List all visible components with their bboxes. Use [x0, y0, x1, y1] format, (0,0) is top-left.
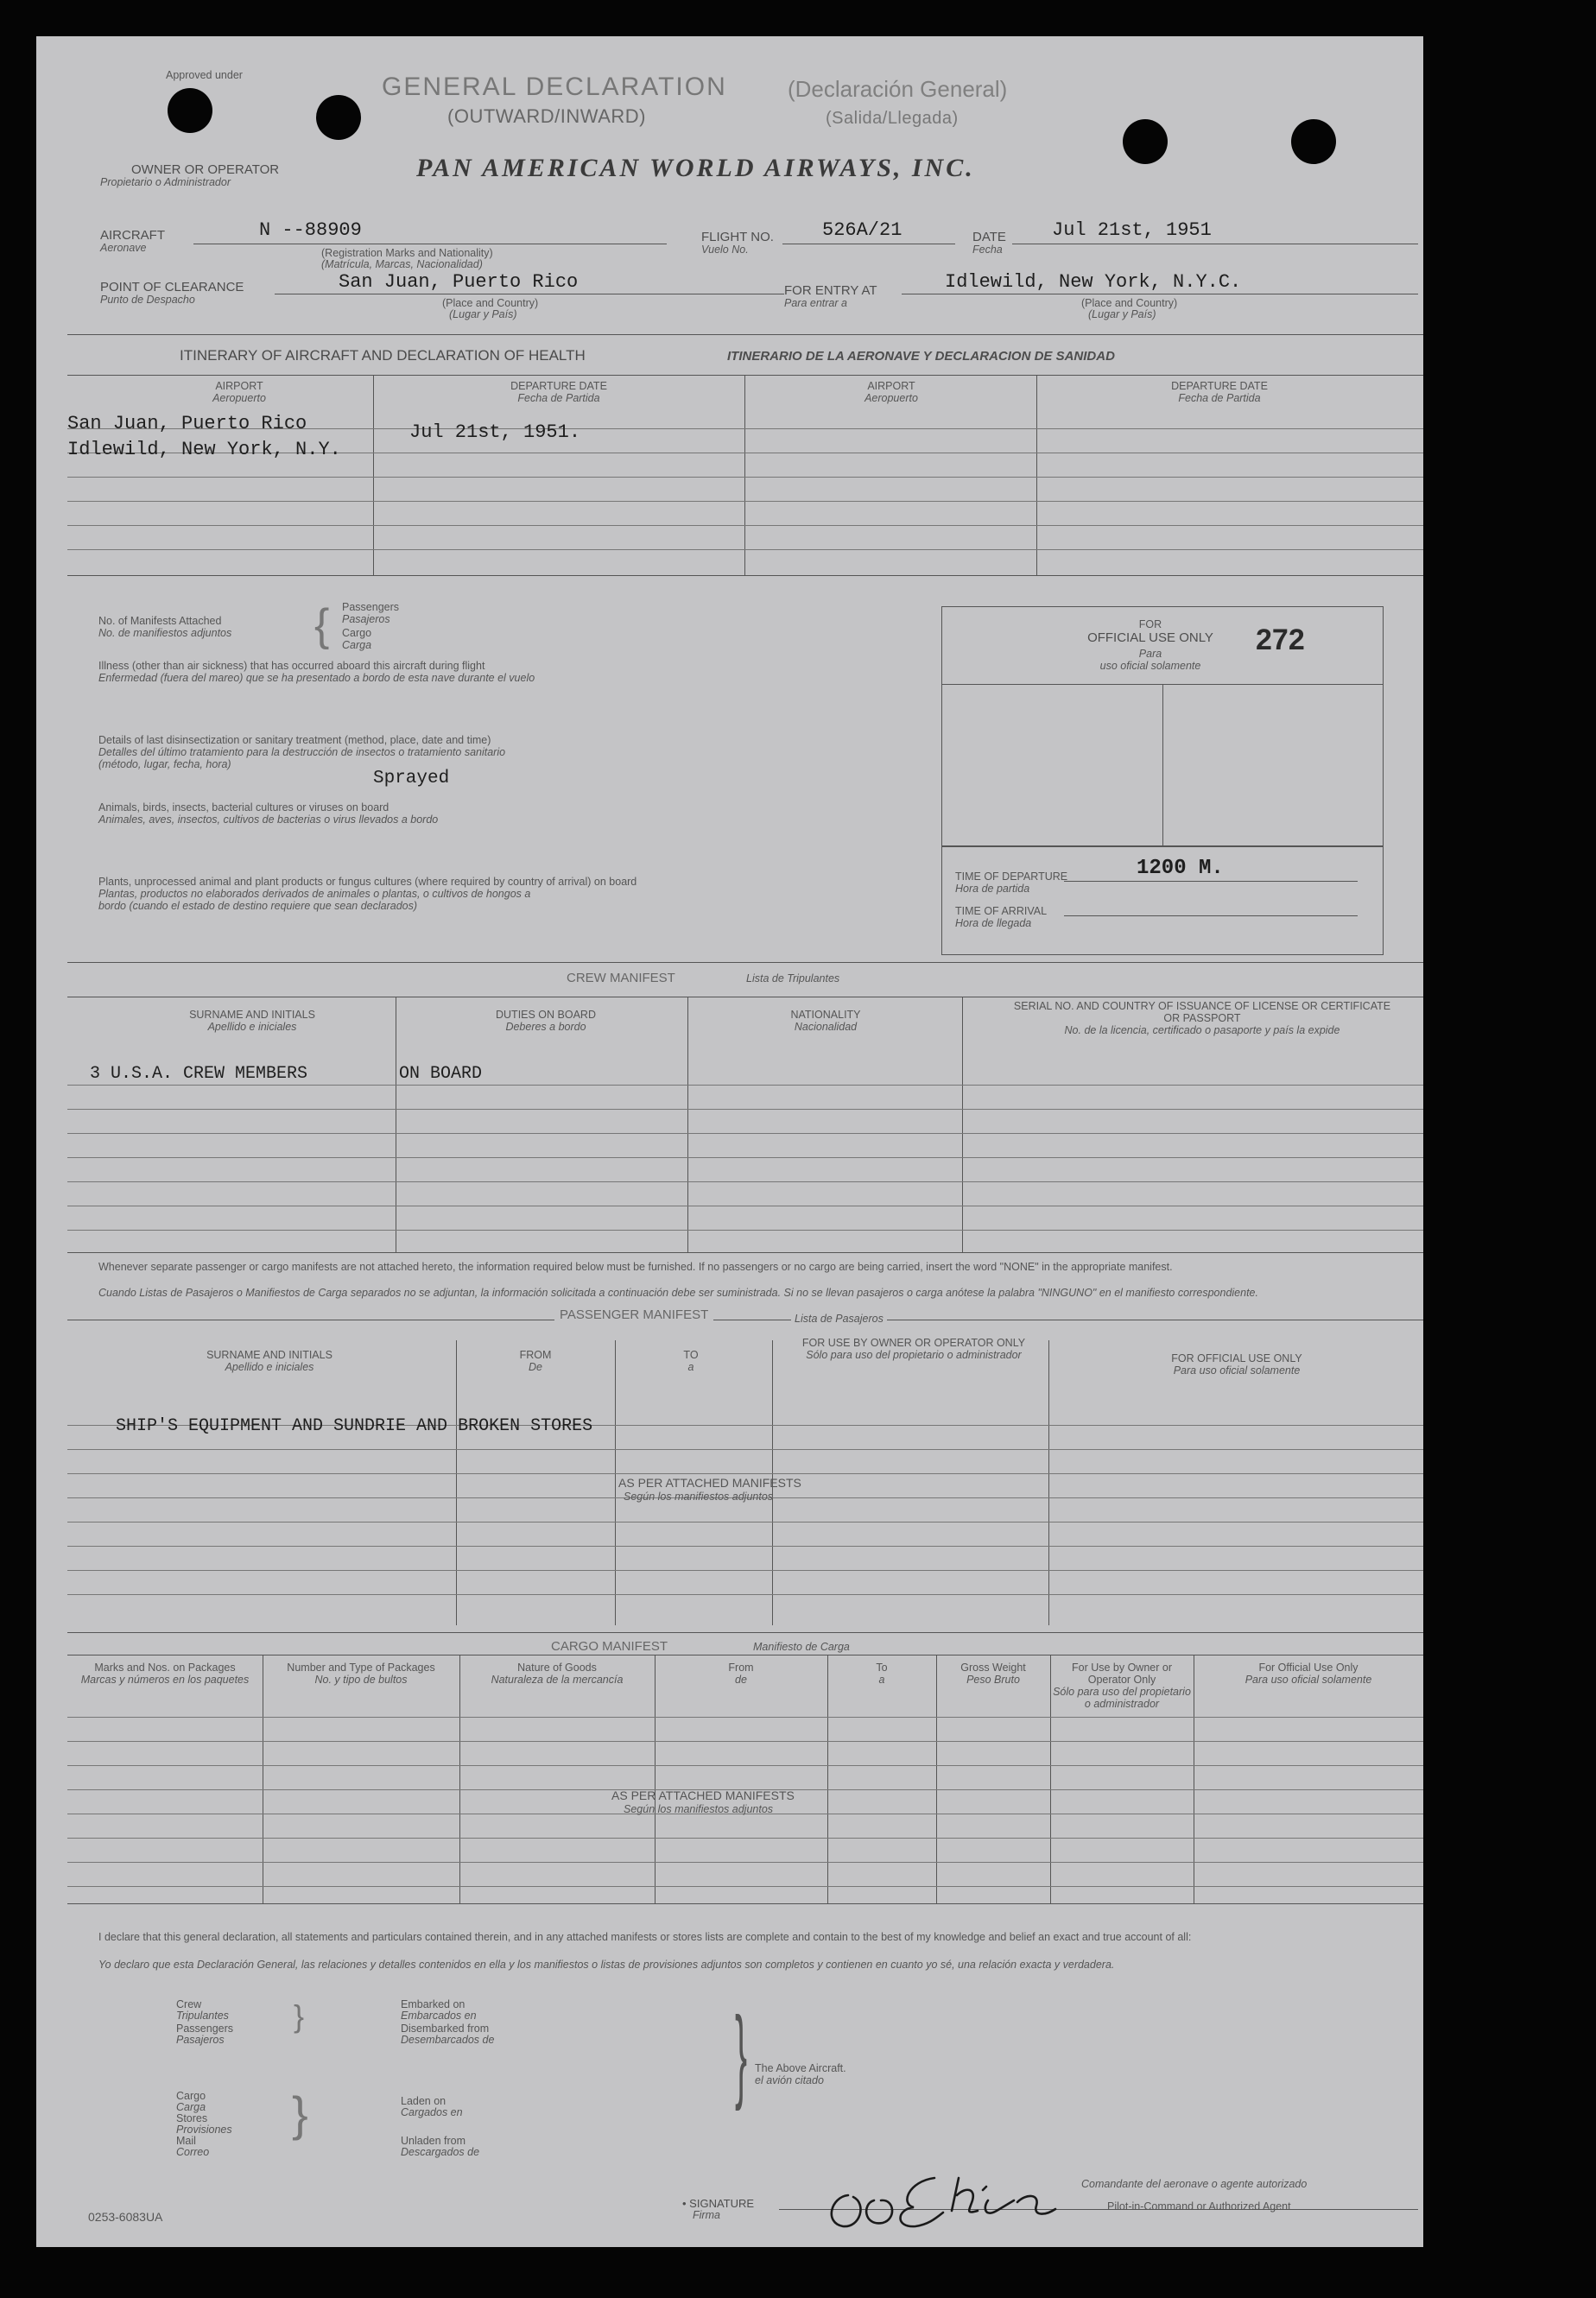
signature-label-es: Firma [693, 2209, 720, 2221]
animals-label: Animals, birds, insects, bacterial cultures or viruses on board [98, 801, 390, 813]
ruled-line [67, 1230, 1423, 1231]
passenger-col-from: FROM De [519, 1349, 552, 1373]
crew-col-name: SURNAME AND INITIALS Apellido e iniciales [189, 1009, 315, 1033]
decl-brace: } [294, 1998, 305, 2034]
clearance-label-es: Punto de Despacho [100, 294, 195, 306]
ruled-line [67, 1765, 1423, 1766]
cargo-col-header: For Use by Owner or Operator Only Sólo para uso del propietario o administrador [1053, 1662, 1191, 1710]
form-title: GENERAL DECLARATION [382, 73, 727, 101]
itinerary-col-airport-2: AIRPORT Aeropuerto [864, 380, 918, 404]
decl-big-brace: } [735, 1996, 748, 2111]
cargo-col-header: From de [728, 1662, 754, 1686]
cargo-divider [655, 1655, 656, 1903]
ruled-line [67, 1085, 1423, 1086]
ruled-line [67, 1449, 1423, 1450]
clearance-value: San Juan, Puerto Rico [339, 271, 579, 293]
punch-hole [168, 88, 212, 133]
manifests-passengers: Passengers [342, 601, 400, 613]
cargo-col-header: To a [876, 1662, 888, 1686]
manifest-notice: Whenever separate passenger or cargo manifests are not attached hereto, the information required below must be furnished. If no passengers or no cargo are being carried, insert the word "NONE" in the appropriate manifest. [98, 1261, 1173, 1273]
itinerary-col-departure-2: DEPARTURE DATE Fecha de Partida [1171, 380, 1268, 404]
decl-stores: Stores [176, 2112, 208, 2124]
crew-col-license: SERIAL NO. AND COUNTRY OF ISSUANCE OF LICENSE OR CERTIFICATE OR PASSPORT No. de la licencia, certificado o pasaporte y país la expide [1013, 1000, 1391, 1036]
date-label: DATE [972, 230, 1006, 244]
manifests-cargo: Cargo [342, 627, 372, 639]
passenger-row-1: SHIP'S EQUIPMENT AND SUNDRIE AND BROKEN STORES [116, 1416, 593, 1436]
signature-caption-es: Comandante del aeronave o agente autorizado [1081, 2178, 1308, 2190]
cargo-attached: AS PER ATTACHED MANIFESTS [611, 1788, 795, 1802]
decl-above: The Above Aircraft. [755, 2062, 846, 2074]
passenger-divider [456, 1340, 457, 1625]
aircraft-label-es: Aeronave [100, 242, 147, 254]
cargo-title: CARGO MANIFEST [551, 1639, 668, 1654]
arrival-time-line [1064, 915, 1358, 916]
crew-col-duties: DUTIES ON BOARD Deberes a bordo [496, 1009, 596, 1033]
illness-label: Illness (other than air sickness) that has occurred aboard this aircraft during flight [98, 660, 485, 672]
cargo-divider [827, 1655, 828, 1903]
decl-above-es: el avión citado [755, 2074, 824, 2086]
cargo-col-header: Gross Weight Peso Bruto [960, 1662, 1026, 1686]
decl-cargo-es: Carga [176, 2101, 206, 2113]
outward-inward: (OUTWARD/INWARD) [447, 105, 646, 127]
departure-time-value: 1200 M. [1137, 857, 1224, 880]
ruled-line [67, 477, 1423, 478]
arrival-time-label: TIME OF ARRIVAL [955, 905, 1048, 917]
place-caption: (Place and Country) [442, 297, 539, 309]
reg-caption: (Registration Marks and Nationality) [321, 247, 493, 259]
decl-crew-es: Tripulantes [176, 2010, 229, 2022]
passenger-title: PASSENGER MANIFEST [554, 1307, 713, 1322]
decl-brace-2: } [292, 2086, 308, 2141]
itinerary-bottom-rule [67, 575, 1423, 576]
disinsect-label-es2: (método, lugar, fecha, hora) [98, 758, 231, 770]
ruled-line [67, 1109, 1423, 1110]
entry-label: FOR ENTRY AT [784, 283, 877, 298]
approval-note: Approved under [166, 69, 243, 81]
entry-value: Idlewild, New York, N.Y.C. [945, 271, 1242, 293]
cargo-col-header: Number and Type of Packages No. y tipo de bultos [287, 1662, 435, 1686]
ruled-line [67, 525, 1423, 526]
ruled-line [67, 1522, 1423, 1523]
decl-passengers-es: Pasajeros [176, 2034, 225, 2046]
decl-mail: Mail [176, 2135, 196, 2147]
form-title-es: (Declaración General) [788, 76, 1008, 102]
aircraft-label: AIRCRAFT [100, 228, 165, 243]
declaration-form-page [36, 36, 1423, 2247]
animals-label-es: Animales, aves, insectos, cultivos de bacterias o virus llevados a bordo [98, 813, 439, 826]
ruled-line [67, 549, 1423, 550]
official-label: OFFICIAL USE ONLY [1087, 630, 1213, 645]
manifests-cargo-es: Carga [342, 639, 372, 651]
ruled-line [67, 1181, 1423, 1182]
passenger-col-owner: FOR USE BY OWNER OR OPERATOR ONLY Sólo para uso del propietario o administrador [801, 1337, 1026, 1361]
flight-label-es: Vuelo No. [701, 244, 749, 256]
plants-label-es2: bordo (cuando el estado de destino requiere que sean declarados) [98, 900, 418, 912]
cargo-col-header: Nature of Goods Naturaleza de la mercancía [491, 1662, 624, 1686]
ruled-line [67, 1886, 1423, 1887]
cargo-col-header: For Official Use Only Para uso oficial solamente [1244, 1662, 1372, 1686]
ruled-line [67, 1570, 1423, 1571]
plants-label-es: Plantas, productos no elaborados derivados de animales o plantas, o cultivos de hongos a [98, 888, 531, 900]
entry-caption: (Place and Country) [1081, 297, 1178, 309]
decl-embarked-es: Embarcados en [401, 2010, 477, 2022]
ruled-line [67, 501, 1423, 502]
ruled-line [67, 1862, 1423, 1863]
official-label-es2: uso oficial solamente [1099, 660, 1201, 672]
decl-unladen-es: Descargados de [401, 2146, 480, 2158]
passenger-col-official: FOR OFFICIAL USE ONLY Para uso oficial solamente [1171, 1352, 1302, 1377]
passenger-col-to: TO a [683, 1349, 699, 1373]
decl-laden: Laden on [401, 2095, 446, 2107]
decl-passengers: Passengers [176, 2023, 234, 2035]
date-value: Jul 21st, 1951 [1052, 219, 1212, 241]
crew-divider [687, 997, 688, 1252]
crew-bottom-rule [67, 1252, 1423, 1253]
signature-caption: Pilot-in-Command or Authorized Agent [1107, 2200, 1291, 2213]
decl-crew: Crew [176, 1998, 202, 2010]
itinerary-title: ITINERARY OF AIRCRAFT AND DECLARATION OF HEALTH [180, 347, 586, 364]
crew-col-nationality: NATIONALITY Nacionalidad [790, 1009, 861, 1033]
decl-disembarked: Disembarked from [401, 2023, 490, 2035]
cargo-title-es: Manifiesto de Carga [753, 1641, 850, 1653]
departure-time-line [1064, 881, 1358, 882]
crew-title-es: Lista de Tripulantes [746, 972, 840, 984]
manifest-notice-es: Cuando Listas de Pasajeros o Manifiestos de Carga separados no se adjuntan, la información solicitada a continuación debe ser suministrada. Si no se llevan pasajeros o carga anótese la palabra "NINGUNO" en el manifiesto correspondiente. [98, 1287, 1258, 1299]
illness-label-es: Enfermedad (fuera del mareo) que se ha presentado a bordo de esta nave durante el vuelo [98, 672, 535, 684]
manifests-passengers-es: Pasajeros [342, 613, 390, 625]
decl-cargo: Cargo [176, 2090, 206, 2102]
crew-top-rule [67, 962, 1423, 963]
itinerary-divider [744, 375, 745, 575]
plants-label: Plants, unprocessed animal and plant products or fungus cultures (where required by country of arrival) on board [98, 876, 637, 888]
ruled-line [67, 1473, 1423, 1474]
decl-embarked: Embarked on [401, 1998, 466, 2010]
flight-value: 526A/21 [822, 219, 902, 241]
crew-row-1-duty: ON BOARD [399, 1064, 483, 1084]
decl-disembarked-es: Desembarcados de [401, 2034, 495, 2046]
punch-hole [1291, 119, 1336, 164]
itinerary-col-departure-1: DEPARTURE DATE Fecha de Partida [510, 380, 607, 404]
passenger-divider [615, 1340, 616, 1625]
ruled-line [67, 1741, 1423, 1742]
manifests-label: No. of Manifests Attached [98, 615, 222, 627]
passenger-title-es: Lista de Pasajeros [791, 1313, 887, 1325]
disinsect-label-es: Detalles del último tratamiento para la destrucción de insectos o tratamiento sanitario [98, 746, 506, 758]
ruled-line [67, 1717, 1423, 1718]
cargo-divider [459, 1655, 460, 1903]
ruled-line [67, 1838, 1423, 1839]
owner-label-es: Propietario o Administrador [100, 176, 231, 188]
itinerary-col-airport-1: AIRPORT Aeropuerto [212, 380, 266, 404]
handwritten-signature [814, 2143, 1176, 2238]
decl-stores-es: Provisiones [176, 2124, 232, 2136]
decl-unladen: Unladen from [401, 2135, 466, 2147]
cargo-col-header: Marks and Nos. on Packages Marcas y números en los paquetes [80, 1662, 250, 1686]
declaration-text: I declare that this general declaration, all statements and particulars contained therein, and in any attached manifests or stores lists are complete and contain to the best of my knowledge and belief an exact and true account of all: [98, 1931, 1192, 1943]
cargo-top-rule [67, 1632, 1423, 1633]
official-for: FOR [1138, 618, 1162, 630]
entry-label-es: Para entrar a [784, 297, 847, 309]
manifests-label-es: No. de manifiestos adjuntos [98, 627, 232, 639]
itinerary-title-es: ITINERARIO DE LA AERONAVE Y DECLARACION DE SANIDAD [727, 349, 1115, 364]
ruled-line [67, 1594, 1423, 1595]
entry-caption-es: (Lugar y País) [1088, 308, 1156, 320]
ruled-line [67, 1157, 1423, 1158]
ruled-line [67, 1546, 1423, 1547]
itinerary-top-rule [67, 334, 1423, 335]
owner-label: OWNER OR OPERATOR [131, 162, 280, 177]
reg-caption-es: (Matrícula, Marcas, Nacionalidad) [321, 258, 483, 270]
itinerary-divider [1036, 375, 1037, 575]
clearance-label: POINT OF CLEARANCE [100, 280, 244, 294]
signature-label: • SIGNATURE [682, 2197, 755, 2210]
itinerary-airport-1: San Juan, Puerto Rico [67, 413, 307, 434]
passenger-attached: AS PER ATTACHED MANIFESTS [618, 1476, 801, 1490]
disinsect-value: Sprayed [373, 769, 450, 788]
declaration-text-es: Yo declaro que esta Declaración General, las relaciones y detalles contenidos en ella y los manifiestos o listas de provisiones adjuntos son completos y contienen en cuanto yo sé, una relación exacta y verdadera. [98, 1959, 1115, 1971]
decl-mail-es: Correo [176, 2146, 210, 2158]
date-label-es: Fecha [972, 244, 1003, 256]
aircraft-value: N --88909 [259, 219, 362, 241]
manifests-brace: { [314, 600, 330, 650]
owner-value: PAN AMERICAN WORLD AIRWAYS, INC. [416, 154, 975, 182]
departure-time-label: TIME OF DEPARTURE [955, 870, 1068, 883]
crew-divider [962, 997, 963, 1252]
cargo-bottom-rule [67, 1903, 1423, 1904]
cargo-attached-es: Según los manifiestos adjuntos [624, 1803, 774, 1815]
itinerary-header-rule [67, 375, 1423, 376]
itinerary-divider [373, 375, 374, 575]
official-vertical-divider [1162, 684, 1163, 846]
punch-hole [316, 95, 361, 140]
arrival-time-label-es: Hora de llegada [955, 917, 1032, 929]
salida-llegada: (Salida/Llegada) [826, 109, 959, 128]
passenger-col-name: SURNAME AND INITIALS Apellido e iniciales [206, 1349, 332, 1373]
passenger-divider [1048, 1340, 1049, 1625]
punch-hole [1123, 119, 1168, 164]
place-caption-es: (Lugar y País) [449, 308, 517, 320]
decl-laden-es: Cargados en [401, 2106, 463, 2118]
itinerary-date-1: Jul 21st, 1951. [409, 421, 581, 443]
ruled-line [67, 1133, 1423, 1134]
departure-time-label-es: Hora de partida [955, 883, 1030, 895]
flight-label: FLIGHT NO. [701, 230, 774, 244]
disinsect-label: Details of last disinsectization or sanitary treatment (method, place, date and time) [98, 734, 491, 746]
passenger-attached-es: Según los manifiestos adjuntos [624, 1491, 774, 1503]
cargo-divider [936, 1655, 937, 1903]
itinerary-airport-2: Idlewild, New York, N.Y. [67, 439, 341, 460]
crew-title: CREW MANIFEST [567, 971, 675, 985]
cargo-divider [1050, 1655, 1051, 1903]
crew-row-1-name: 3 U.S.A. CREW MEMBERS [90, 1064, 308, 1084]
official-number-stamp: 272 [1256, 624, 1305, 656]
form-number: 0253-6083UA [88, 2210, 163, 2224]
official-label-es: Para [1138, 648, 1162, 660]
